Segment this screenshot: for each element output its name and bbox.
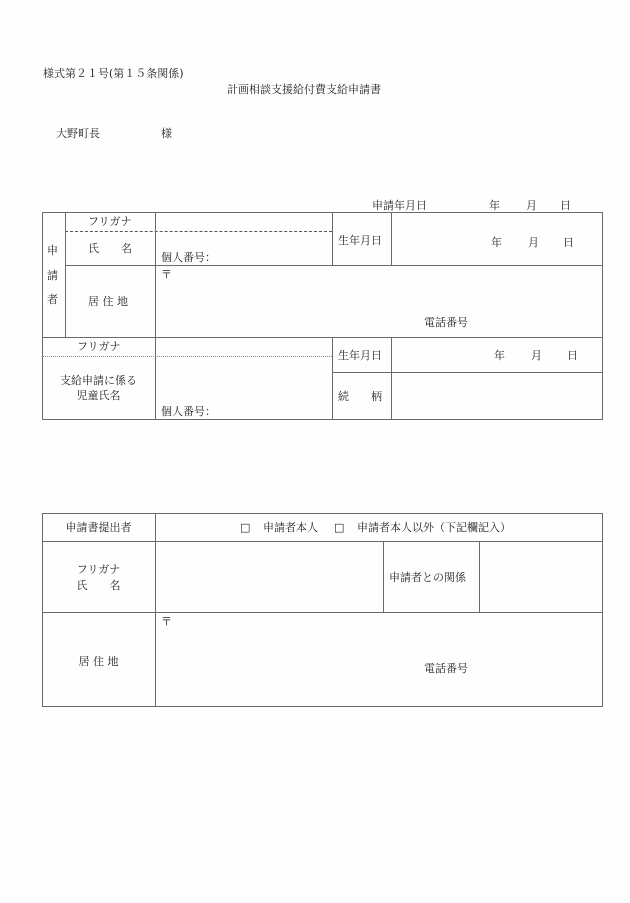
application-year-label: 年 (489, 199, 500, 212)
submitter-other-label: 申請者本人以外（下記欄記入） (357, 521, 511, 534)
applicant-name-label: 氏 名 (88, 242, 132, 255)
applicant-address-field[interactable] (175, 266, 601, 306)
submitter-label: 申請書提出者 (65, 521, 132, 534)
child-furigana-label: フリガナ (77, 340, 121, 353)
applicant-phone-field[interactable] (475, 312, 601, 334)
applicant-birthdate-label: 生年月日 (338, 234, 382, 247)
page-title: 計画相談支援給付費支給申請書 (227, 83, 381, 96)
child-relationship-label: 続 柄 (338, 390, 382, 403)
applicant-birth-month-label: 月 (528, 236, 539, 249)
applicant-birth-day-label: 日 (563, 236, 574, 249)
form-number: 様式第２１号(第１５条関係) (43, 67, 184, 80)
honorific: 様 (161, 127, 172, 140)
submitter-postal-mark: 〒 (161, 615, 172, 628)
child-furigana-field[interactable] (156, 338, 331, 355)
child-name-label-line1: 支給申請に係る (60, 374, 137, 387)
submitter-address-label: 居 住 地 (78, 655, 119, 668)
child-birthdate-label: 生年月日 (338, 349, 382, 362)
applicant-section-label-1: 申 (47, 244, 58, 257)
submitter-furigana-label: フリガナ (76, 563, 121, 576)
applicant-section-label-2: 請 (47, 269, 58, 282)
submitter-self-checkbox[interactable]: □ (240, 521, 251, 534)
child-individual-number-label: 個人番号： (161, 405, 216, 418)
applicant-individual-number-label: 個人番号： (161, 251, 216, 264)
child-individual-number-field[interactable] (215, 403, 330, 418)
applicant-address-label: 居 住 地 (88, 295, 128, 308)
applicant-furigana-field[interactable] (156, 213, 331, 230)
child-birth-month-label: 月 (531, 349, 542, 362)
submitter-phone-field[interactable] (475, 656, 601, 680)
applicant-furigana-label: フリガナ (88, 215, 132, 228)
child-name-field[interactable] (156, 357, 331, 402)
submitter-name-label: 氏 名 (76, 579, 121, 592)
submitter-relation-field[interactable] (480, 542, 601, 611)
application-date-field[interactable] (430, 196, 600, 212)
submitter-other-checkbox[interactable]: □ (334, 521, 345, 534)
application-date-label: 申請年月日 (372, 199, 427, 212)
applicant-phone-label: 電話番号 (424, 316, 468, 329)
submitter-address-field[interactable] (175, 613, 601, 655)
child-birth-year-label: 年 (494, 349, 505, 362)
applicant-individual-number-field[interactable] (215, 249, 330, 264)
application-day-label: 日 (560, 199, 571, 212)
application-month-label: 月 (526, 199, 537, 212)
applicant-section-label-3: 者 (47, 293, 58, 306)
submitter-self-label: 申請者本人 (263, 521, 318, 534)
submitter-relation-label: 申請者との関係 (389, 571, 466, 584)
applicant-name-field[interactable] (156, 232, 331, 248)
submitter-name-field[interactable] (156, 542, 382, 611)
addressee: 大野町長 (56, 127, 100, 140)
applicant-postal-mark: 〒 (161, 268, 172, 281)
child-birth-day-label: 日 (567, 349, 578, 362)
child-name-label-line2: 児童氏名 (76, 389, 121, 402)
applicant-birth-year-label: 年 (491, 236, 502, 249)
submitter-phone-label: 電話番号 (424, 662, 468, 675)
child-relationship-field[interactable] (392, 373, 601, 418)
